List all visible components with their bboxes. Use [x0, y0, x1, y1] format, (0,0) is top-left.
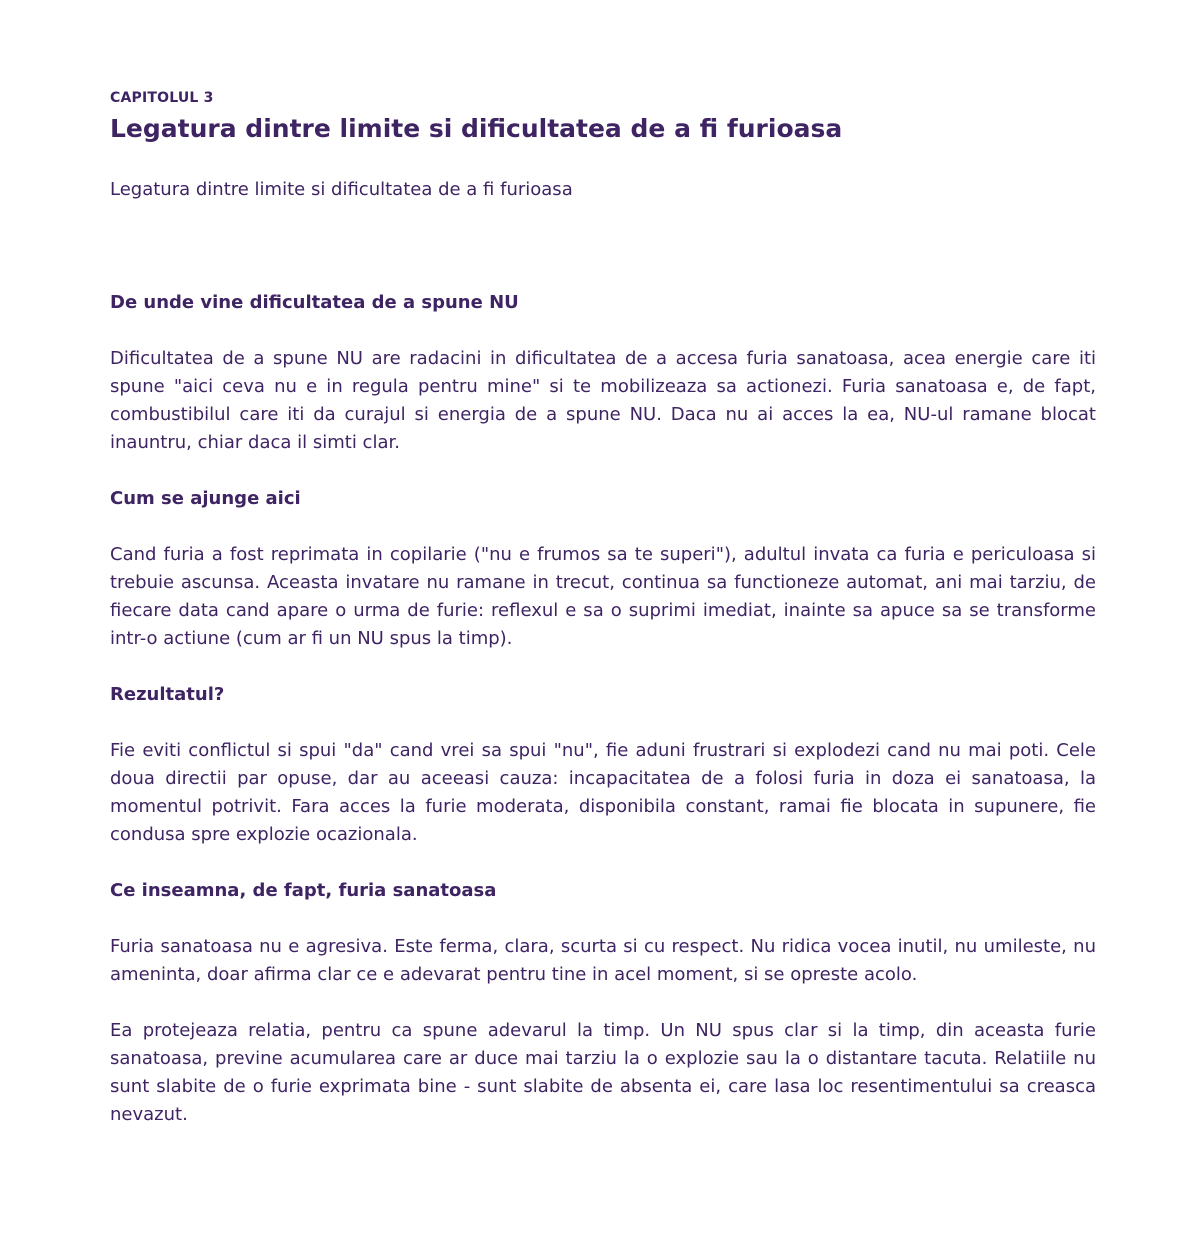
section-paragraph: Furia sanatoasa nu e agresiva. Este ferma, clara, scurta si cu respect. Nu ridica vocea inutil, nu umileste, nu ameninta, doar afirma clar ce e adevarat pentru tine in acel moment, si se opreste acolo.: [110, 936, 1096, 985]
section-heading: De unde vine dificultatea de a spune NU: [110, 292, 519, 313]
section-paragraph: Ea protejeaza relatia, pentru ca spune adevarul la timp. Un NU spus clar si la timp, din aceasta furie sanatoasa, previne acumularea care ar duce mai tarziu la o explozie sau la o distantare tacuta. Relatiile nu sunt slabite de o furie exprimata bine - sunt slabite de absenta ei, care lasa loc resentimentului sa creasca nevazut.: [110, 1020, 1096, 1125]
document-page: [110, 88, 1096, 1129]
section-heading: Cum se ajunge aici: [110, 488, 301, 509]
chapter-subtitle: Legatura dintre limite si dificultatea de a fi furioasa: [110, 179, 573, 200]
section-paragraph: Fie eviti conflictul si spui "da" cand vrei sa spui "nu", fie aduni frustrari si explodezi cand nu mai poti. Cele doua directii par opuse, dar au aceeasi cauza: incapacitatea de a folosi furia in doza ei sanatoasa, la momentul potrivit. Fara acces la furie moderata, disponibila constant, ramai fie blocata in supunere, fie condusa spre explozie ocazionala.: [110, 740, 1096, 845]
section-heading: Rezultatul?: [110, 684, 225, 705]
chapter-title: Legatura dintre limite si dificultatea de a fi furioasa: [110, 114, 843, 143]
section-heading: Ce inseamna, de fapt, furia sanatoasa: [110, 880, 497, 901]
section-paragraph: Cand furia a fost reprimata in copilarie ("nu e frumos sa te superi"), adultul invata ca furia e periculoasa si trebuie ascunsa. Aceasta invatare nu ramane in trecut, continua sa functioneze automat, ani mai tarziu, de fiecare data cand apare o urma de furie: reflexul e sa o suprimi imediat, inainte sa apuce sa se transforme intr-o actiune (cum ar fi un NU spus la timp).: [110, 544, 1096, 649]
chapter-label: CAPITOLUL 3: [110, 90, 214, 106]
section-paragraph: Dificultatea de a spune NU are radacini in dificultatea de a accesa furia sanatoasa, acea energie care iti spune "aici ceva nu e in regula pentru mine" si te mobilizeaza sa actionezi. Furia sanatoasa e, de fapt, combustibilul care iti da curajul si energia de a spune NU. Daca nu ai acces la ea, NU-ul ramane blocat inauntru, chiar daca il simti clar.: [110, 348, 1096, 453]
